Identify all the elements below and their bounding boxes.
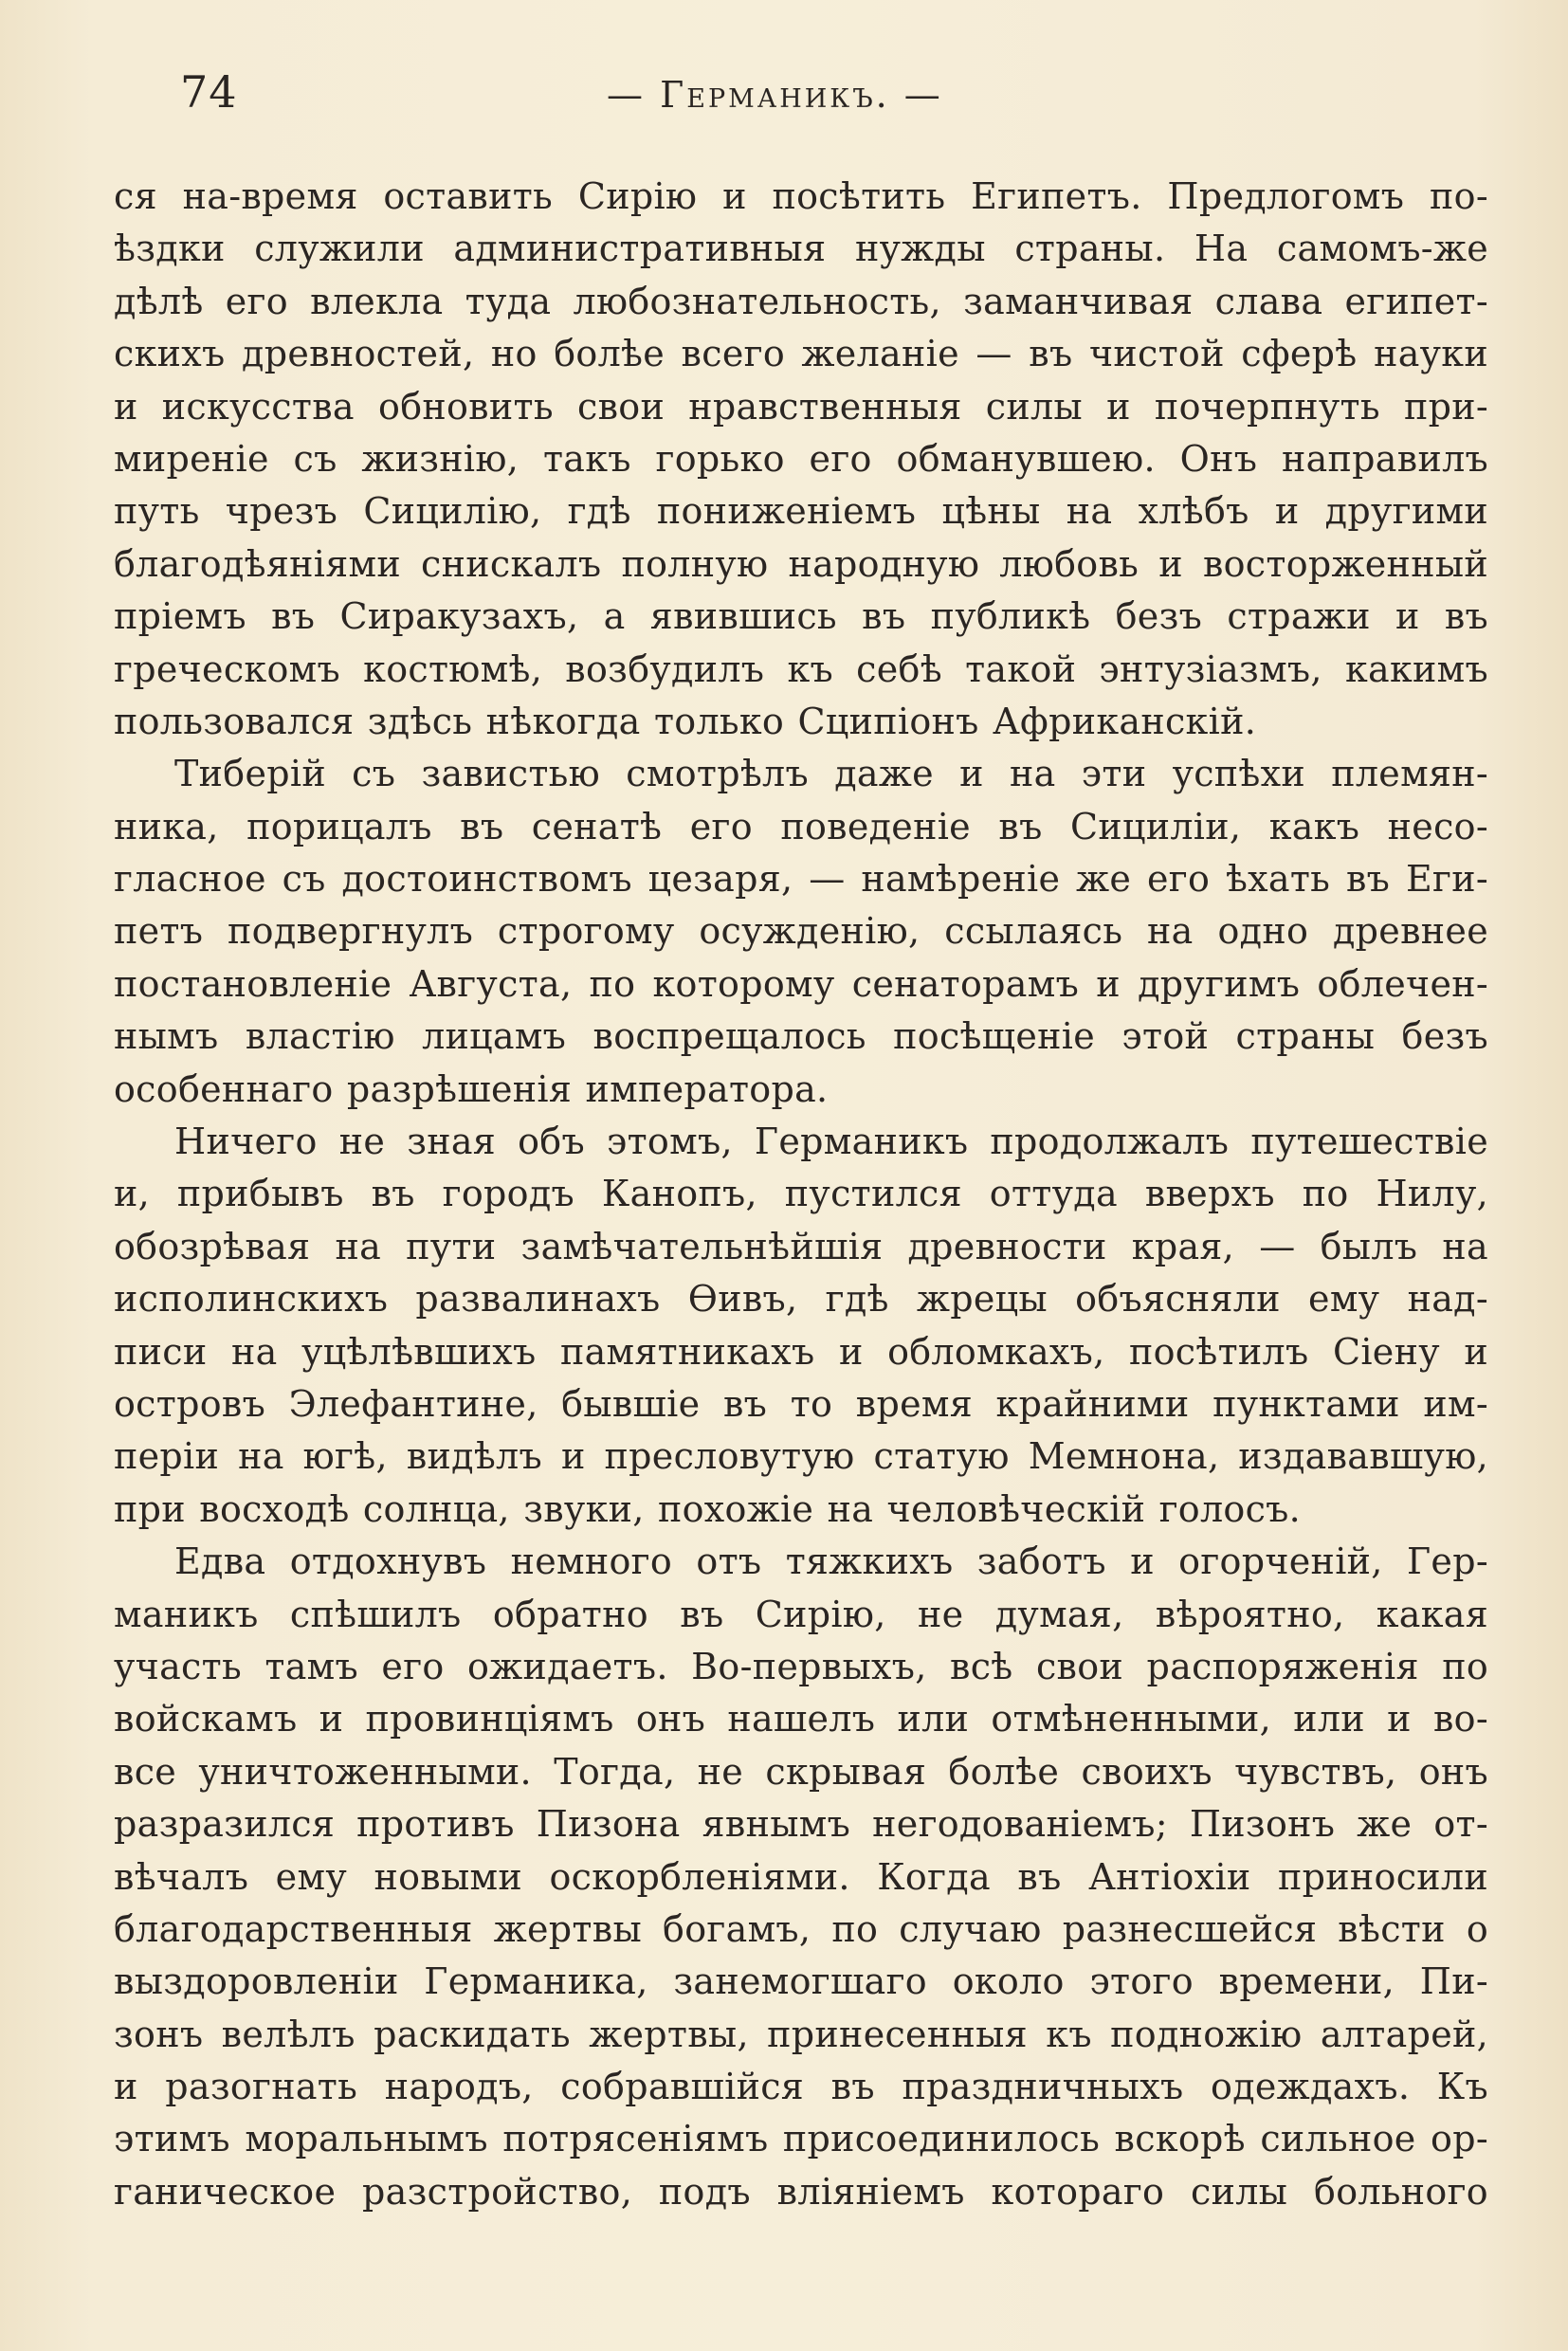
- text-line: дѣлѣ его влекла туда любознательность, заманчивая слава египет-: [114, 280, 1488, 322]
- text-line: Едва отдохнувъ немного отъ тяжкихъ заботъ и огорченій, Гер-: [174, 1540, 1488, 1583]
- text-line: выздоровленіи Германика, занемогшаго около этого времени, Пи-: [114, 1960, 1488, 2003]
- text-line: обозрѣвая на пути замѣчательнѣйшія древности края, — былъ на: [114, 1225, 1488, 1267]
- text-line: греческомъ костюмѣ, возбудилъ къ себѣ такой энтузіазмъ, какимъ: [114, 647, 1488, 690]
- text-line: постановленіе Августа, по которому сенаторамъ и другимъ облечен-: [114, 962, 1488, 1005]
- text-line: и разогнать народъ, собравшійся въ праздничныхъ одеждахъ. Къ: [114, 2066, 1488, 2108]
- text-line: пользовался здѣсь нѣкогда только Сципіонъ Африканскій.: [114, 700, 1257, 742]
- text-line: войскамъ и провинціямъ онъ нашелъ или отмѣненными, или и во-: [114, 1698, 1488, 1740]
- text-line: петъ подвергнулъ строгому осужденію, ссылаясь на одно древнее: [114, 910, 1488, 953]
- text-line: особеннаго разрѣшенія императора.: [114, 1067, 829, 1110]
- text-line: Ничего не зная объ этомъ, Германикъ продолжалъ путешествіе: [174, 1121, 1488, 1163]
- text-line: зонъ велѣлъ раскидать жертвы, принесенныя къ подножію алтарей,: [114, 2013, 1488, 2055]
- text-line: ганическое разстройство, подъ вліяніемъ котораго силы больного: [114, 2170, 1488, 2213]
- text-line: скихъ древностей, но болѣе всего желаніе — въ чистой сферѣ науки: [114, 333, 1488, 375]
- text-line: писи на уцѣлѣвшихъ памятникахъ и обломкахъ, посѣтилъ Сіену и: [114, 1330, 1488, 1373]
- page-number: 74: [180, 66, 238, 118]
- body-text: [114, 171, 1488, 2218]
- text-line: благодѣяніями снискалъ полную народную любовь и восторженный: [114, 542, 1488, 585]
- text-line: гласное съ достоинствомъ цезаря, — намѣреніе же его ѣхать въ Еги-: [114, 858, 1488, 901]
- text-line: островъ Элефантине, бывшіе въ то время крайними пунктами им-: [114, 1382, 1488, 1425]
- text-line: пріемъ въ Сиракузахъ, а явившись въ публикѣ безъ стражи и въ: [114, 595, 1488, 638]
- text-line: ника, порицалъ въ сенатѣ его поведеніе въ Сициліи, какъ несо-: [114, 805, 1488, 847]
- text-line: вѣчалъ ему новыми оскорбленіями. Когда въ Антіохіи приносили: [114, 1855, 1488, 1898]
- text-line: разразился противъ Пизона явнымъ негодованіемъ; Пизонъ же от-: [114, 1803, 1488, 1846]
- text-line: все уничтоженными. Тогда, не скрывая болѣе своихъ чувствъ, онъ: [114, 1750, 1488, 1793]
- text-line: нымъ властію лицамъ воспрещалось посѣщеніе этой страны безъ: [114, 1015, 1488, 1058]
- text-line: исполинскихъ развалинахъ Ѳивъ, гдѣ жрецы объясняли ему над-: [114, 1278, 1488, 1321]
- text-line: при восходѣ солнца, звуки, похожіе на человѣческій голосъ.: [114, 1487, 1302, 1530]
- text-line: и искусства обновить свои нравственныя силы и почерпнуть при-: [114, 385, 1488, 428]
- text-line: участь тамъ его ожидаетъ. Во-первыхъ, всѣ свои распоряженія по: [114, 1645, 1488, 1687]
- text-line: періи на югѣ, видѣлъ и пресловутую статую Мемнона, издававшую,: [114, 1435, 1488, 1478]
- text-line: этимъ моральнымъ потрясеніямъ присоединилось вскорѣ сильное ор-: [114, 2118, 1488, 2160]
- text-line: благодарственныя жертвы богамъ, по случаю разнесшейся вѣсти о: [114, 1907, 1488, 1950]
- running-title: — Германикъ. —: [607, 74, 943, 116]
- text-line: ся на-время оставить Сирію и посѣтить Египетъ. Предлогомъ по-: [114, 175, 1488, 217]
- text-line: маникъ спѣшилъ обратно въ Сирію, не думая, вѣроятно, какая: [114, 1593, 1488, 1635]
- text-line: путь чрезъ Сицилію, гдѣ пониженіемъ цѣны на хлѣбъ и другими: [114, 490, 1488, 533]
- text-line: и, прибывъ въ городъ Канопъ, пустился оттуда вверхъ по Нилу,: [114, 1173, 1488, 1215]
- text-line: миреніе съ жизнію, такъ горько его обманувшею. Онъ направилъ: [114, 437, 1488, 480]
- page-header: [114, 59, 1460, 125]
- text-line: ѣздки служили административныя нужды страны. На самомъ-же: [114, 228, 1488, 270]
- text-line: Тиберій съ завистью смотрѣлъ даже и на эти успѣхи племян-: [174, 753, 1488, 795]
